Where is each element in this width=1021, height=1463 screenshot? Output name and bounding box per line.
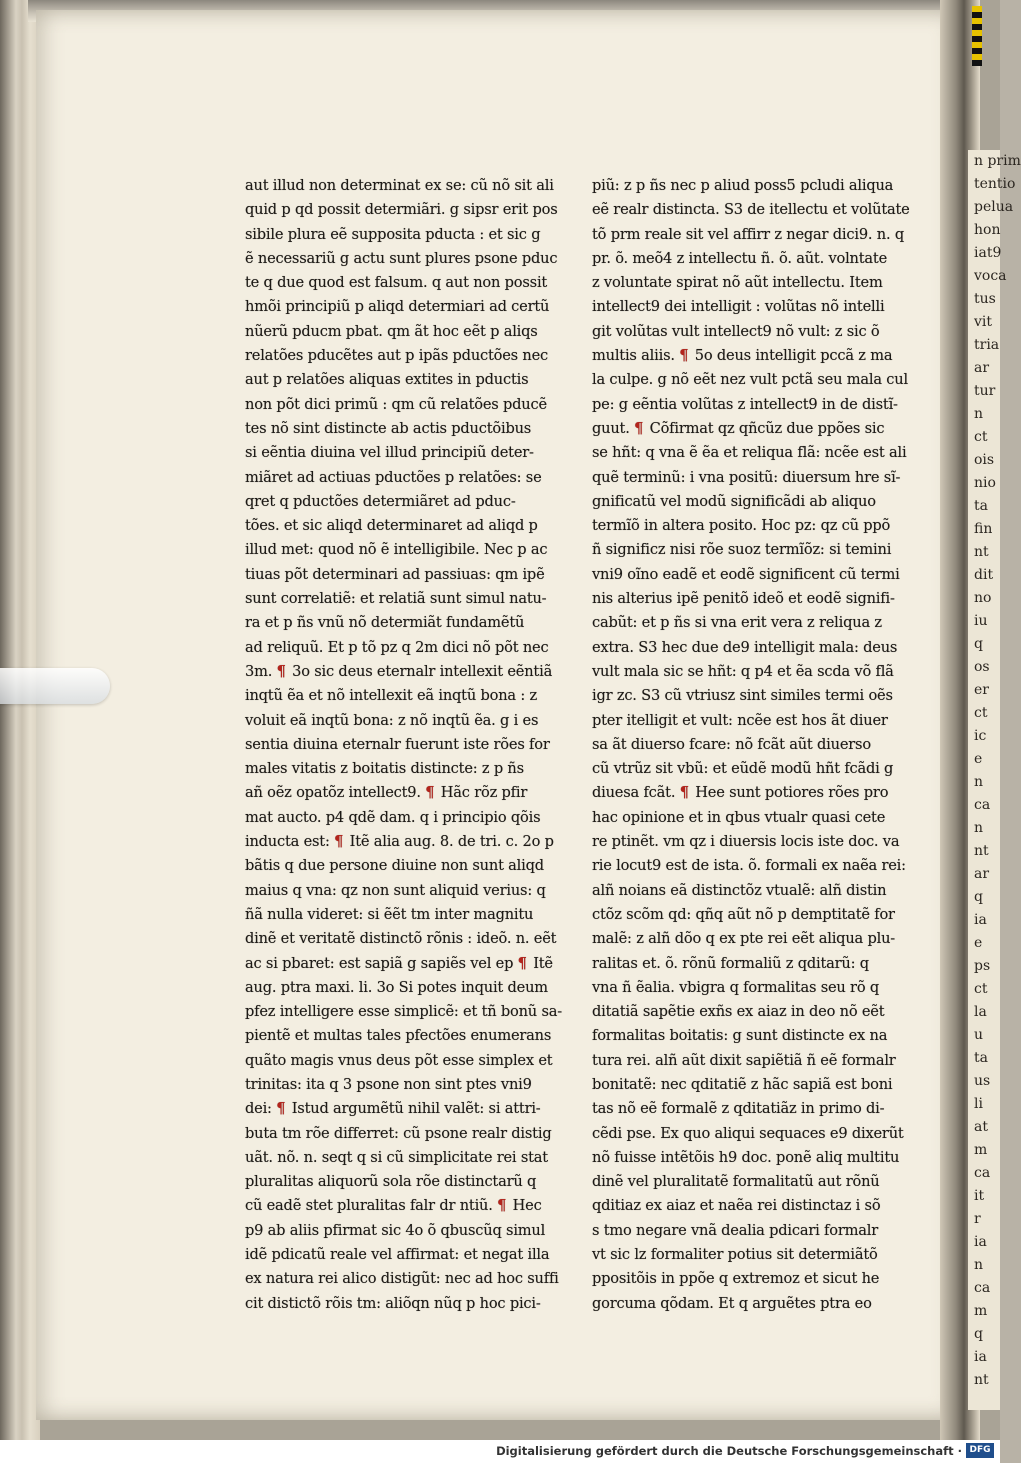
next-page-text-fragment: q bbox=[974, 636, 983, 652]
next-page-text-fragment: m bbox=[974, 1303, 988, 1319]
rubric-pilcrow-icon: ¶ bbox=[276, 1100, 286, 1118]
text-line: rie locut9 est de ista. õ. formali ex naẽa rei: bbox=[592, 857, 906, 875]
text-line: git volũtas vult intellect9 nõ vult: z sic õ bbox=[592, 322, 880, 340]
text-line: pr. õ. meõ4 z intellectu ñ. õ. aũt. volntate bbox=[592, 249, 888, 267]
next-page-text-fragment: r bbox=[974, 1211, 981, 1227]
text-line: intellect9 dei intelligit : volũtas nõ intelli bbox=[592, 298, 885, 316]
next-page-text-fragment: n bbox=[974, 774, 984, 790]
rubric-pilcrow-icon: ¶ bbox=[634, 419, 644, 437]
next-page-text-fragment: ia bbox=[974, 1349, 987, 1365]
next-page-text-fragment: nt bbox=[974, 1372, 989, 1388]
text-line: ra et p ñs vnũ nõ determiãt fundamẽtũ bbox=[245, 614, 525, 632]
page-holder-clip bbox=[0, 668, 110, 704]
text-column-right bbox=[592, 174, 927, 1316]
text-column-left bbox=[245, 174, 580, 1316]
next-page-text-fragment: no bbox=[974, 590, 992, 606]
text-line: te q due quod est falsum. q aut non possit bbox=[245, 274, 548, 292]
text-line: trinitas: ita q 3 psone non sint ptes vni9 bbox=[245, 1075, 532, 1093]
text-line: sa ãt diuerso fcare: nõ fcãt aũt diuerso bbox=[592, 735, 871, 753]
text-line: maius q vna: qz non sunt aliquid verius: q bbox=[245, 881, 546, 899]
next-page-text-fragment: iat9 bbox=[974, 245, 1002, 261]
next-page-text-fragment: ta bbox=[974, 498, 988, 514]
text-line: p9 ab aliis pfirmat sic 4o õ qbuscũq simul bbox=[245, 1221, 546, 1239]
text-line: qditiaz ex aiaz et naẽa rei distinctaz i sõ bbox=[592, 1197, 881, 1215]
text-line: dinẽ et veritatẽ distinctõ rõnis : ideõ. n. eẽt bbox=[245, 930, 557, 948]
text-line: dinẽ vel pluralitatẽ formalitatũ aut rõnũ bbox=[592, 1173, 880, 1191]
text-line: se hñt: q vna ẽ ẽa et reliqua flã: ncẽe est ali bbox=[592, 444, 907, 462]
text-line: hmõi principiũ p aliqd determiari ad certũ bbox=[245, 298, 550, 316]
next-page-text-fragment: us bbox=[974, 1073, 991, 1089]
text-line: alñ noians eã distinctõz vtualẽ: alñ distin bbox=[592, 881, 887, 899]
next-page-text-fragment: nio bbox=[974, 475, 996, 491]
next-page-text-fragment: ia bbox=[974, 912, 987, 928]
digitization-footer bbox=[0, 1440, 1000, 1463]
next-page-text-fragment: q bbox=[974, 1326, 983, 1342]
text-line: ẽ necessariũ g actu sunt plures psone pduc bbox=[245, 249, 558, 267]
next-page-text-fragment: ca bbox=[974, 797, 991, 813]
text-line: pter itelligit et vult: ncẽe est hos ãt diuer bbox=[592, 711, 888, 729]
text-line: tiuas põt determinari ad passiuas: qm ipẽ bbox=[245, 565, 545, 583]
text-line: diuesa fcãt. ¶ Hee sunt potiores rões pro bbox=[592, 784, 889, 802]
next-page-text-fragment: nt bbox=[974, 843, 989, 859]
text-line: quẽ terminũ: i vna positũ: diuersum hre sĩ- bbox=[592, 468, 901, 486]
text-line: cũ vtrũz sit vbũ: et eũdẽ modũ hñt fcãdi g bbox=[592, 760, 894, 778]
text-line: uãt. nõ. n. seqt q si cũ simplicitate rei stat bbox=[245, 1148, 548, 1166]
next-page-text-fragment: fin bbox=[974, 521, 993, 537]
dfg-logo-icon: DFG bbox=[966, 1443, 994, 1458]
text-line: bãtis q due persone diuine non sunt aliqd bbox=[245, 857, 544, 875]
rubric-pilcrow-icon: ¶ bbox=[497, 1197, 507, 1215]
next-page-text-fragment: u bbox=[974, 1027, 984, 1043]
next-page-text-fragment: n prim bbox=[974, 153, 1021, 169]
text-line: vna ñ ẽalia. vbigra q formalitas seu rõ q bbox=[592, 978, 880, 996]
text-line: ditatiã sapẽtie exñs ex aiaz in deo nõ eẽt bbox=[592, 1003, 885, 1021]
text-line: illud met: quod nõ ẽ intelligibile. Nec p ac bbox=[245, 541, 548, 559]
rubric-pilcrow-icon: ¶ bbox=[276, 662, 286, 680]
text-line: guut. ¶ Cõfirmat qz qñcũz due ppões sic bbox=[592, 419, 885, 437]
next-page-text-fragment: er bbox=[974, 682, 989, 698]
next-page-text-fragment: n bbox=[974, 820, 984, 836]
text-line: malẽ: z alñ dõo q ex pte rei eẽt aliqua plu- bbox=[592, 930, 896, 948]
text-line: ppositõis in ppõe q extremoz et sicut he bbox=[592, 1270, 880, 1288]
text-line: bonitatẽ: nec qditatiẽ z hãc sapiã est boni bbox=[592, 1075, 893, 1093]
text-line: sentia diuina eternalr fuerunt iste rões for bbox=[245, 735, 550, 753]
next-page-text-fragment: voca bbox=[974, 268, 1007, 284]
next-page-text-fragment: ct bbox=[974, 981, 988, 997]
text-line: cit distictõ rõis tm: aliõqn nũq p hoc pici- bbox=[245, 1294, 541, 1312]
next-page-text-fragment: ct bbox=[974, 429, 988, 445]
next-page-text-fragment: iu bbox=[974, 613, 988, 629]
text-line: pluralitas aliquorũ sola rõe distinctarũ q bbox=[245, 1173, 537, 1191]
next-page-text-fragment: vit bbox=[974, 314, 993, 330]
next-page-text-fragment: hon bbox=[974, 222, 1001, 238]
next-page-text-fragment: os bbox=[974, 659, 990, 675]
text-line: nis alterius ipẽ penitõ ideõ et eodẽ signifi- bbox=[592, 590, 895, 608]
next-page-edge bbox=[968, 150, 1021, 1410]
text-line: tões. et sic aliqd determinaret ad aliqd p bbox=[245, 517, 538, 535]
text-line: ac si pbaret: est sapiã g sapiẽs vel ep ¶ Itẽ bbox=[245, 954, 553, 972]
next-page-text-fragment: ct bbox=[974, 705, 988, 721]
rubric-pilcrow-icon: ¶ bbox=[517, 954, 527, 972]
rubric-pilcrow-icon: ¶ bbox=[679, 784, 689, 802]
text-line: multis aliis. ¶ 5o deus intelligit pccã z ma bbox=[592, 347, 893, 365]
text-line: la culpe. g nõ eẽt nez vult pctã seu mala cul bbox=[592, 371, 908, 389]
text-line: sibile plura eẽ supposita pducta : et sic g bbox=[245, 225, 541, 243]
text-line: ad reliquũ. Et p tõ pz q 2m dici nõ põt nec bbox=[245, 638, 549, 656]
text-line: vt sic lz formaliter potius sit determiãtõ bbox=[592, 1246, 878, 1264]
next-page-text-fragment: n bbox=[974, 406, 984, 422]
rubric-pilcrow-icon: ¶ bbox=[334, 833, 344, 851]
text-line: s tmo negare vnã dealia pdicari formalr bbox=[592, 1221, 878, 1239]
next-page-text-fragment: it bbox=[974, 1188, 985, 1204]
text-line: aut illud non determinat ex se: cũ nõ sit ali bbox=[245, 177, 554, 194]
next-page-text-fragment: dit bbox=[974, 567, 994, 583]
text-line: qret q pductões determiãret ad pduc- bbox=[245, 492, 516, 510]
text-line: pe: g eẽntia volũtas z intellect9 in de distĩ- bbox=[592, 395, 898, 413]
next-page-text-fragment: ois bbox=[974, 452, 995, 468]
text-line: idẽ pdicatũ reale vel affirmat: et negat illa bbox=[245, 1246, 550, 1264]
next-page-text-fragment: at bbox=[974, 1119, 988, 1135]
next-page-text-fragment: ca bbox=[974, 1280, 991, 1296]
text-line: gorcuma qõdam. Et q arguẽtes ptra eo bbox=[592, 1294, 872, 1312]
next-page-text-fragment: ta bbox=[974, 1050, 988, 1066]
text-line: piũ: z p ñs nec p aliud poss5 pcludi aliqua bbox=[592, 177, 894, 194]
text-line: hac opinione et in qbus vtualr quasi cete bbox=[592, 808, 886, 826]
text-line: males vitatis z boitatis distincte: z p ñs bbox=[245, 760, 524, 778]
next-page-text-fragment: la bbox=[974, 1004, 987, 1020]
text-line: si eẽntia diuina vel illud principiũ deter- bbox=[245, 444, 534, 462]
text-line: eẽ realr distincta. S3 de itellectu et volũtate bbox=[592, 201, 910, 219]
text-line: voluit eã inqtũ bona: z nõ inqtũ ẽa. g i es bbox=[245, 711, 539, 729]
next-page-text-fragment: tur bbox=[974, 383, 996, 399]
next-page-text-fragment: ia bbox=[974, 1234, 987, 1250]
text-line: quid p qd possit determiãri. g sipsr erit pos bbox=[245, 201, 558, 219]
next-page-text-fragment: nt bbox=[974, 544, 989, 560]
text-line: aut p relatões aliquas extites in pductis bbox=[245, 371, 529, 389]
next-page-text-fragment: ic bbox=[974, 728, 987, 744]
text-line: 3m. ¶ 3o sic deus eternalr intellexit eẽntiã bbox=[245, 662, 553, 680]
text-line: tura rei. alñ aũt dixit sapiẽtiã ñ eẽ formalr bbox=[592, 1051, 896, 1069]
next-page-text-fragment: e bbox=[974, 751, 983, 767]
next-page-text-fragment: tentio bbox=[974, 176, 1016, 192]
text-line: dei: ¶ Istud argumẽtũ nihil valẽt: si attri- bbox=[245, 1100, 541, 1118]
text-line: gnificatũ vel modũ significãdi ab aliquo bbox=[592, 492, 876, 510]
text-line: ñ significz nisi rõe suoz termĩõz: si temini bbox=[592, 541, 892, 559]
text-line: z voluntate spirat nõ aũt intellectu. Item bbox=[592, 274, 883, 292]
text-line: termĩõ in altera posito. Hoc pz: qz cũ ppõ bbox=[592, 517, 891, 535]
next-page-text-fragment: e bbox=[974, 935, 983, 951]
text-line: vult mala sic se hñt: q p4 et ẽa scda võ flã bbox=[592, 662, 894, 680]
next-page-text-fragment: q bbox=[974, 889, 983, 905]
color-scale-strip bbox=[972, 6, 982, 66]
next-page-text-fragment: ar bbox=[974, 360, 990, 376]
text-line: formalitas boitatis: g sunt distincte ex na bbox=[592, 1027, 888, 1045]
left-page-stack-edge bbox=[0, 0, 40, 1440]
text-line: quãto magis vnus deus põt esse simplex et bbox=[245, 1051, 553, 1069]
next-page-text-fragment: n bbox=[974, 1257, 984, 1273]
text-line: tas nõ eẽ formalẽ z qditatiãz in primo di- bbox=[592, 1100, 885, 1118]
next-page-text-fragment: tus bbox=[974, 291, 996, 307]
text-line: pfez intelligere esse simplicẽ: et tñ bonũ sa- bbox=[245, 1003, 562, 1021]
text-line: extra. S3 hec due de9 intelligit mala: deus bbox=[592, 638, 898, 656]
text-line: pientẽ et multas tales pfectões enumerans bbox=[245, 1027, 552, 1045]
text-line: ex natura rei alico distigũt: nec ad hoc suffi bbox=[245, 1270, 559, 1288]
next-page-text-fragment: ps bbox=[974, 958, 991, 974]
text-line: añ oẽz opatõz intellect9. ¶ Hãc rõz pfir bbox=[245, 784, 528, 802]
next-page-text-fragment: ca bbox=[974, 1165, 991, 1181]
next-page-text-fragment: pelua bbox=[974, 199, 1014, 215]
text-line: ctõz scõm qd: qñq aũt nõ p demptitatẽ for bbox=[592, 905, 895, 923]
next-page-text-fragment: li bbox=[974, 1096, 983, 1112]
text-line: nõ fuisse intẽtõis h9 doc. ponẽ aliq multitu bbox=[592, 1148, 900, 1166]
text-line: re ptinẽt. vm qz i diuersis locis iste doc. va bbox=[592, 833, 900, 851]
text-line: mat aucto. p4 qdẽ dam. q i principio qõis bbox=[245, 808, 541, 826]
next-page-text-fragment: tria bbox=[974, 337, 1000, 353]
text-line: tõ prm reale sit vel affirr z negar dici9. n. q bbox=[592, 225, 905, 243]
text-line: buta tm rõe differret: cũ psone realr distig bbox=[245, 1124, 552, 1142]
footer-credit: Digitalisierung gefördert durch die Deutsche Forschungsgemeinschaft · bbox=[496, 1444, 962, 1458]
rubric-pilcrow-icon: ¶ bbox=[679, 347, 689, 365]
text-line: non põt dici primũ : qm cũ relatões pducẽ bbox=[245, 395, 547, 413]
next-page-text-fragment: ar bbox=[974, 866, 990, 882]
text-line: igr zc. S3 cũ vtriusz sint similes termi oẽs bbox=[592, 687, 893, 705]
text-line: inqtũ ẽa et nõ intellexit eã inqtũ bona : z bbox=[245, 687, 537, 705]
text-line: relatões pducẽtes aut p ipãs pductões nec bbox=[245, 347, 549, 365]
text-line: ñã nulla videret: si ẽẽt tm inter magnitu bbox=[245, 905, 534, 923]
text-line: inducta est: ¶ Itẽ alia aug. 8. de tri. c. 2o p bbox=[245, 833, 554, 851]
rubric-pilcrow-icon: ¶ bbox=[425, 784, 435, 802]
text-line: ralitas et. õ. rõnũ formaliũ z qditarũ: q bbox=[592, 954, 869, 972]
text-line: cabũt: et p ñs si vna erit vera z reliqua z bbox=[592, 614, 882, 632]
text-line: sunt correlatiẽ: et relatiã sunt simul natu- bbox=[245, 590, 547, 608]
text-line: miãret ad actiuas pductões p relatões: se bbox=[245, 468, 542, 486]
text-line: cẽdi pse. Ex quo aliqui sequaces e9 dixerũt bbox=[592, 1124, 904, 1142]
text-line: vni9 oĩno eadẽ et eodẽ significent cũ termi bbox=[592, 565, 900, 583]
next-page-text-fragment: m bbox=[974, 1142, 988, 1158]
text-line: aug. ptra maxi. li. 3o Si potes inquit deum bbox=[245, 978, 548, 996]
text-line: nũerũ pducm pbat. qm ãt hoc eẽt p aliqs bbox=[245, 322, 538, 340]
text-line: cũ eadẽ stet pluralitas falr dr ntiũ. ¶ Hec bbox=[245, 1197, 542, 1215]
text-line: tes nõ sint distincte ab actis pductõibus bbox=[245, 419, 532, 437]
